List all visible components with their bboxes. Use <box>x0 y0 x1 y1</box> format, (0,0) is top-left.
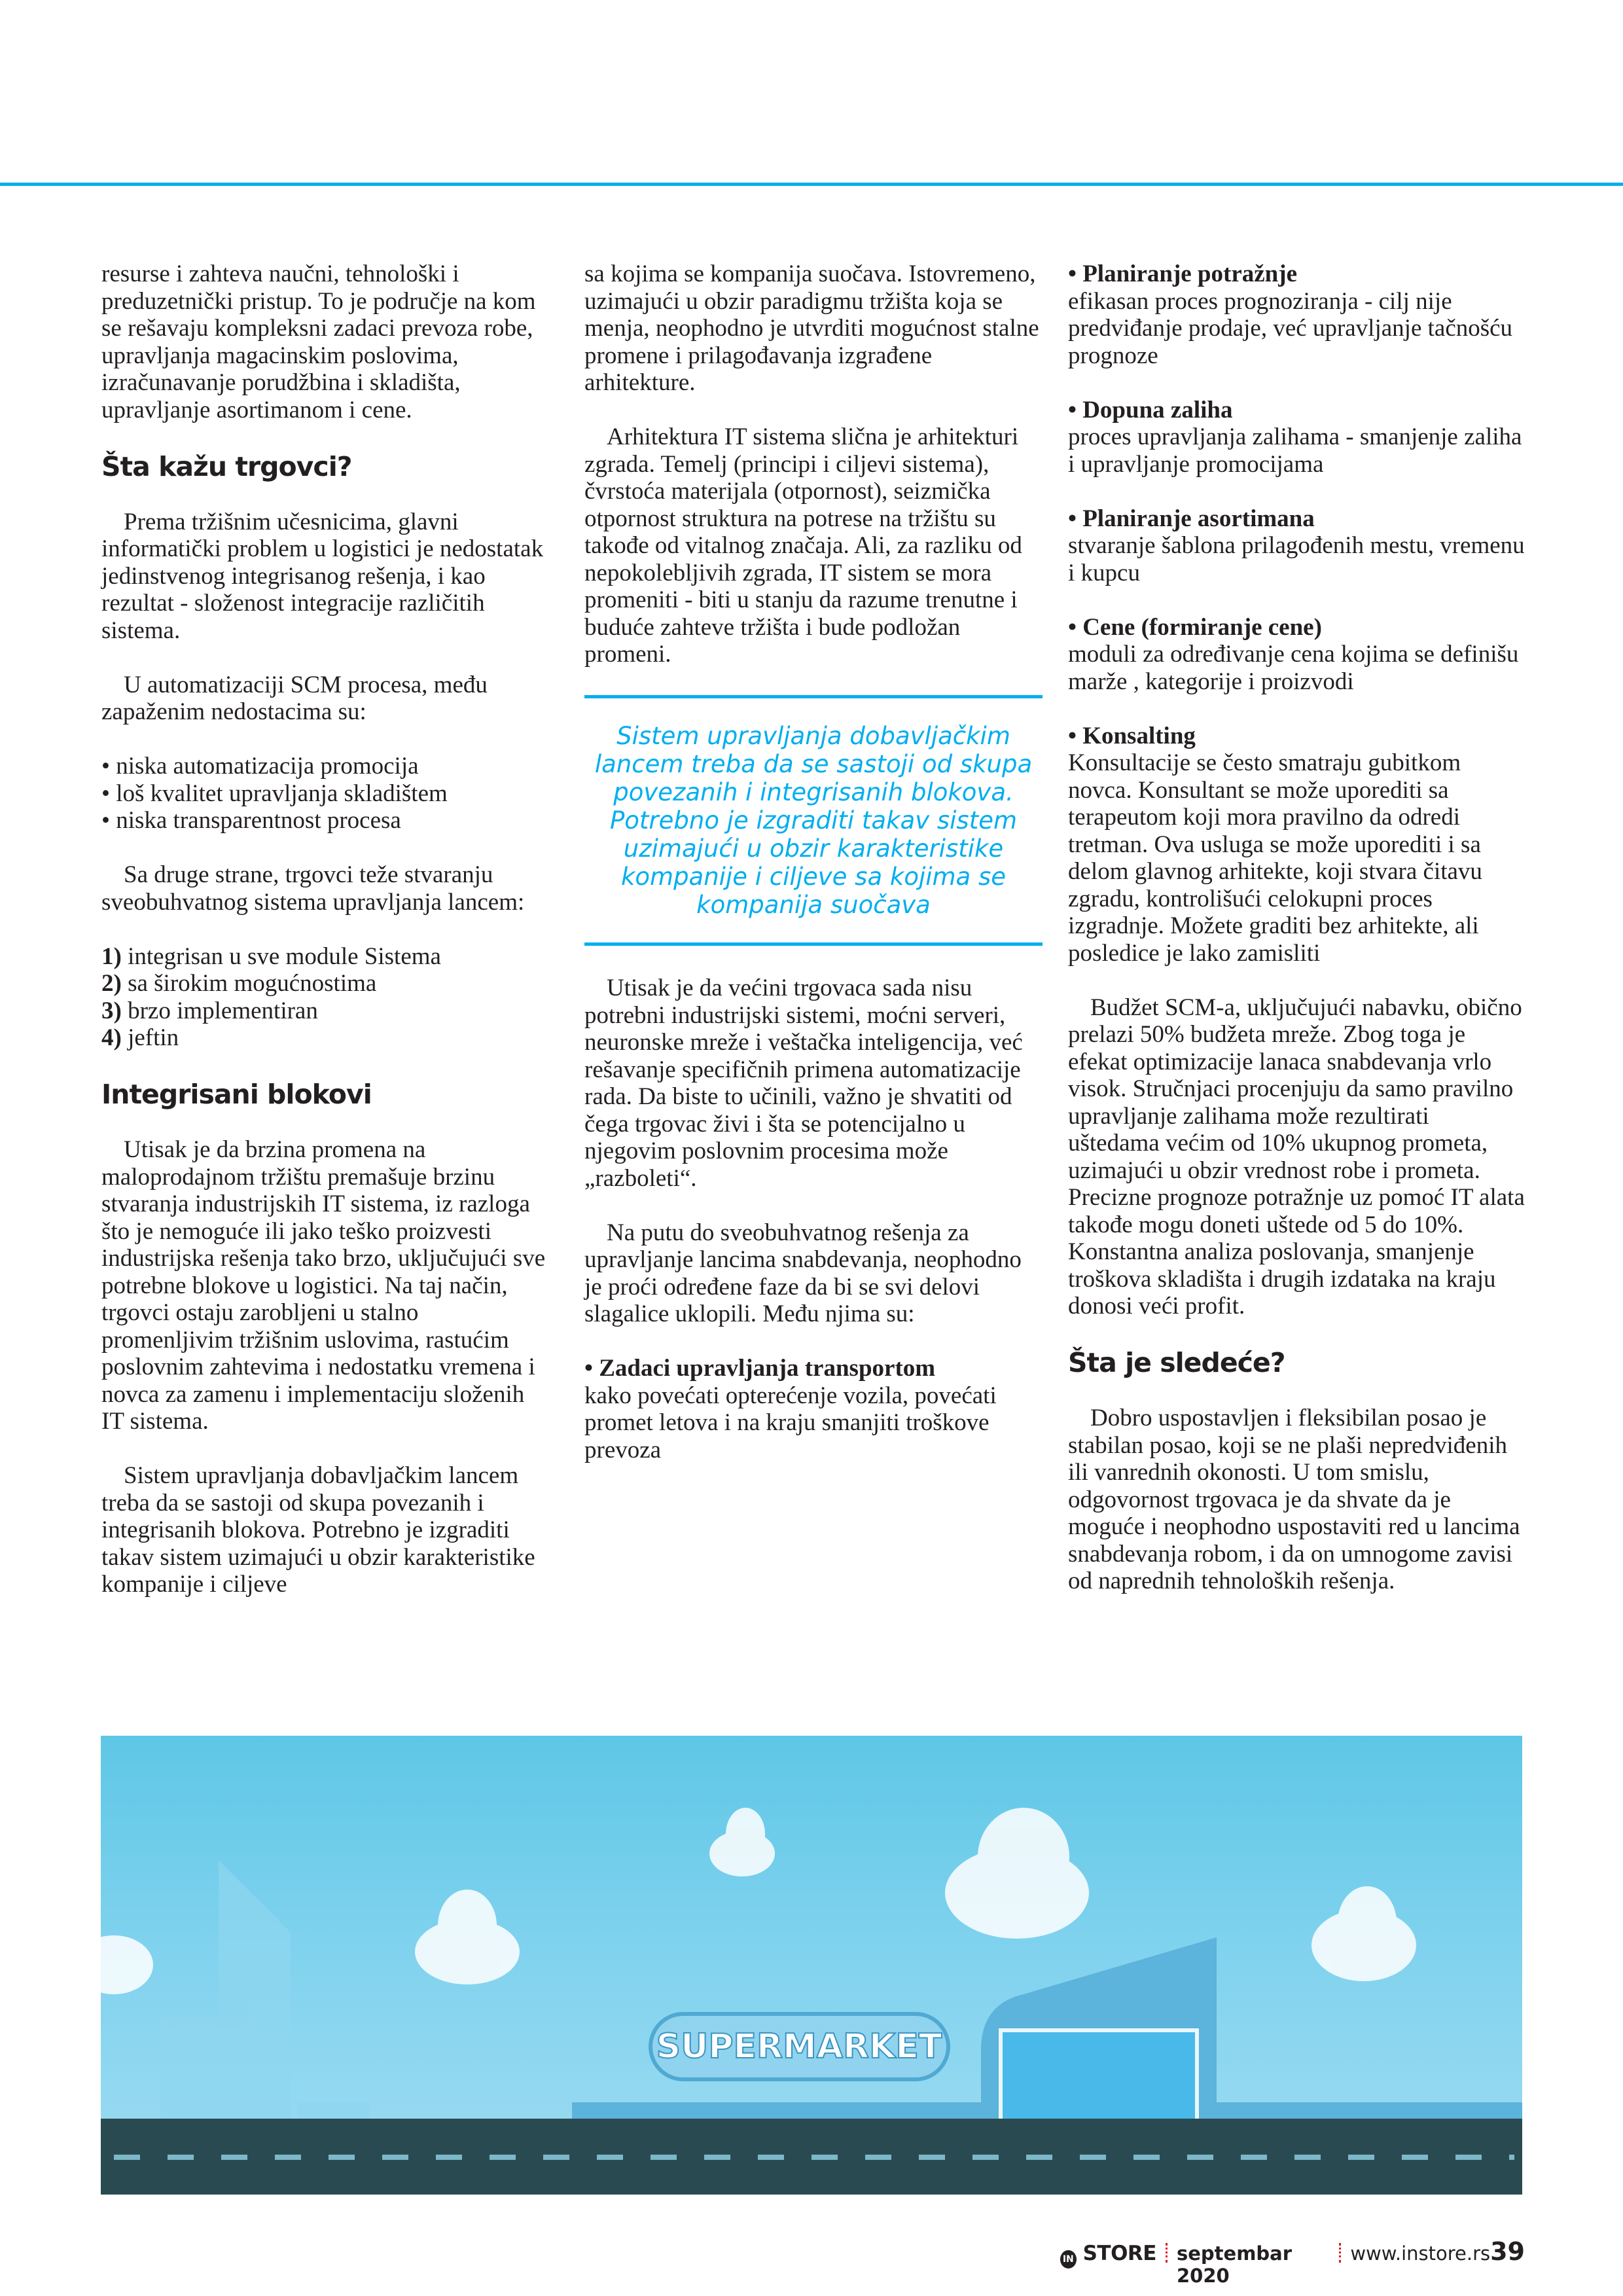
section-heading: Šta je sledeće? <box>1068 1347 1285 1378</box>
numbered-item <box>101 1024 546 1052</box>
page-footer <box>1060 2237 1525 2287</box>
bullet-item: • niska transparentnost procesa <box>101 807 401 834</box>
definition-item <box>584 1355 1043 1463</box>
definition-term: • Cene (formiranje cene) <box>1068 613 1322 641</box>
item-text: brzo implementiran <box>121 997 318 1024</box>
definition-term: • Dopuna zaliha <box>1068 396 1233 423</box>
definition-text: stvaranje šablona prilagođenih mestu, vremenu i kupcu <box>1068 532 1525 586</box>
paragraph: resurse i zahteva naučni, tehnološki i preduzetnički pristup. To je područje na kom se rešavaju kompleksni zadaci prevoza robe, upravljanja magacinskim poslovima, izračunavanje porudžbina i skladišta, upravljanje asortimanom i cene. <box>101 260 536 423</box>
footer-separator <box>1166 2243 1168 2263</box>
item-number: 1) <box>101 942 122 970</box>
paragraph: Dobro uspostavljen i fleksibilan posao je stabilan posao, koji se ne plaši nepredviđenih ili vanrednih okonosti. U tom smislu, odgovornost trgovaca je da shvate da je moguće i neophodno uspostaviti red u lancima snabdevanja robom, i da on umnogome zavisi od naprednih tehnoloških rešenja. <box>1068 1405 1520 1594</box>
bullet-item: • loš kvalitet upravljanja skladištem <box>101 780 448 807</box>
paragraph: Sa druge strane, trgovci teže stvaranju sveobuhvatnog sistema upravljanja lancem: <box>101 861 525 916</box>
bullet-list <box>101 753 546 834</box>
website-link[interactable]: www.instore.rs <box>1350 2242 1491 2265</box>
paragraph: Budžet SCM-a, uključujući nabavku, obično prelazi 50% budžeta mreže. Zbog toga je efekat optimizacije lanaca snabdevanja vrlo visok. Stručnjaci procenjuju da samo pravilno upravljanje zalihama može rezultirati uštedama većim od 10% ukupnog prometa, uzimajući u obzir vrednost robe i prometa. Precizne prognoze potražnje uz pomoć IT alata takođe mogu doneti uštede od 5 do 10%. Konstantna analiza poslovanja, smanjenje troškova skladišta i drugih izdataka na kraju donosi veći profit. <box>1068 994 1525 1319</box>
paragraph: Sistem upravljanja dobavljačkim lancem treba da se sastoji od skupa povezanih i integrisanih blokova. Potrebno je izgraditi takav sistem uzimajući u obzir karakteristike kompanije i ciljeve <box>101 1462 535 1598</box>
definition-item <box>1068 723 1526 967</box>
definition-term: • Planiranje asortimana <box>1068 505 1315 532</box>
instore-logo-icon: IN <box>1060 2250 1077 2269</box>
supermarket-illustration <box>101 1736 1522 2195</box>
paragraph: U automatizaciji SCM procesa, među zapaženim nedostacima su: <box>101 671 488 725</box>
definition-item <box>1068 260 1526 369</box>
definition-text: Konsultacije se često smatraju gubitkom novca. Konsultant se može uporediti sa terapeutom koji mora pravilno da odredi tretman. Ova usluga se može uporediti i sa delom glavnog arhitekte, koji stvara čitavu zgradu, kontrolišući celokupni proces izgradnje. Možete graditi bez arhitekte, ali posledice je lako zamisliti <box>1068 749 1482 967</box>
item-text: jeftin <box>121 1024 179 1051</box>
definition-term: • Planiranje potražnje <box>1068 260 1298 287</box>
paragraph: Prema tržišnim učesnicima, glavni informatički problem u logistici je nedostatak jedinstvenog integrisanog rešenja, i kao rezultat - složenost integracije različitih sistema. <box>101 508 544 644</box>
header-rule <box>0 183 1623 186</box>
supermarket-sign: SUPERMARKET <box>656 2027 942 2066</box>
numbered-item <box>101 943 546 971</box>
page-number: 39 <box>1490 2237 1525 2266</box>
paragraph: Na putu do sveobuhvatnog rešenja za upravljanje lancima snabdevanja, neophodno je proći određene faze da bi se svi delovi slagalice uklopili. Među njima su: <box>584 1219 1022 1327</box>
item-number: 4) <box>101 1024 122 1051</box>
section-heading: Šta kažu trgovci? <box>101 450 352 482</box>
numbered-list <box>101 943 546 1052</box>
magazine-brand: STORE <box>1082 2242 1156 2265</box>
definition-term: • Konsalting <box>1068 722 1196 749</box>
issue-date: septembar 2020 <box>1176 2242 1293 2287</box>
definition-text: efikasan proces prognoziranja - cilj nije predviđanje prodaje, već upravljanje tačnošću prognoze <box>1068 287 1513 369</box>
pull-quote: Sistem upravljanja dobavljačkim lancem treba da se sastoji od skupa povezanih i integrisanih blokova. Potrebno je izgraditi takav sistem uzimajući u obzir karakteristike kompanije i ciljeve sa kojima se kompanija suočava <box>584 695 1043 946</box>
paragraph: Utisak je da brzina promena na maloprodajnom tržištu premašuje brzinu stvaranja industrijskih IT sistema, iz razloga što je nemoguće ili jako teško proizvesti industrijska rešenja tako brzo, uključujući sve potrebne blokove u logistici. Na taj način, trgovci ostaju zarobljeni u stalno promenljivim tržišnim uslovima, rastućim poslovnim zahtevima i nedostatku vremena i novca za zamenu i implementaciju složenih IT sistema. <box>101 1136 546 1435</box>
road-markings <box>114 2155 1514 2160</box>
definition-text: moduli za određivanje cena kojima se definišu marže , kategorije i proizvodi <box>1068 641 1519 695</box>
definition-text: proces upravljanja zalihama - smanjenje zaliha i upravljanje promocijama <box>1068 423 1522 478</box>
paragraph: sa kojima se kompanija suočava. Istovremeno, uzimajući u obzir paradigmu tržišta koja se menja, neophodno je utvrditi mogućnost stalne promene i prilagođavanja izgrađene arhitekture. <box>584 260 1039 396</box>
item-text: sa širokim mogućnostima <box>121 970 377 997</box>
bullet-item: • niska automatizacija promocija <box>101 753 419 780</box>
numbered-item <box>101 997 546 1025</box>
article-column-1 <box>101 260 546 1625</box>
article-column-3 <box>1068 260 1526 1622</box>
definition-item <box>1068 397 1526 478</box>
article-column-2 <box>584 260 1043 1491</box>
definition-term: • Zadaci upravljanja transportom <box>584 1355 936 1382</box>
item-number: 3) <box>101 997 122 1024</box>
definition-item <box>1068 505 1526 587</box>
footer-separator <box>1339 2243 1341 2263</box>
section-heading: Integrisani blokovi <box>101 1079 372 1110</box>
definition-item <box>1068 614 1526 696</box>
numbered-item <box>101 970 546 997</box>
definition-text: kako povećati opterećenje vozila, povećati promet letova i na kraju smanjiti troškove prevoza <box>584 1382 997 1463</box>
paragraph: Arhitektura IT sistema slična je arhitekturi zgrada. Temelj (principi i ciljevi sistema), čvrstoća materijala (otpornost), seizmička otpornost struktura na potrese na tržištu su takođe od vitalnog značaja. Ali, za razliku od nepokolebljivih zgrada, IT sistem se mora promeniti - biti u stanju da razume trenutne i buduće zahteve tržišta i bude podložan promeni. <box>584 423 1022 668</box>
item-number: 2) <box>101 970 122 997</box>
item-text: integrisan u sve module Sistema <box>121 942 441 970</box>
paragraph: Utisak je da većini trgovaca sada nisu potrebni industrijski sistemi, moćni serveri, neuronske mreže i veštačka inteligencija, već rešavanje specifičnih primena automatizacije rada. Da biste to učinili, važno je shvatiti od čega trgovac živi i šta se potencijalno u njegovim poslovnim procesima može „razboleti“. <box>584 975 1023 1192</box>
cloud-icon <box>101 1808 1416 1994</box>
